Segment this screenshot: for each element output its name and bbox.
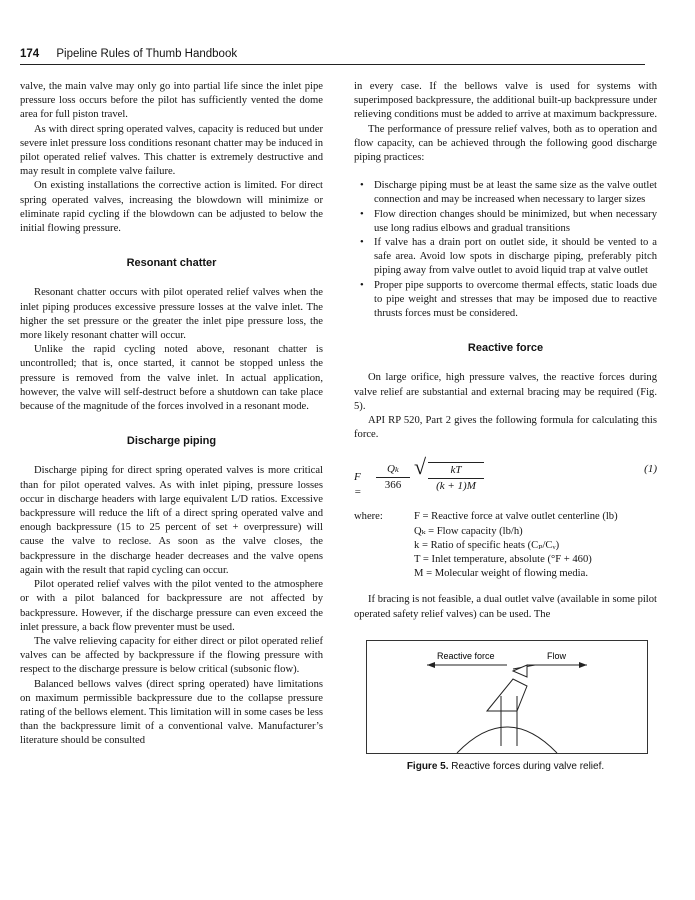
paragraph: If bracing is not feasible, a dual outlet valve (available in some pilot operated safety relief valves) can be used. The: [354, 594, 657, 620]
paragraph: Pilot operated relief valves with the pilot vented to the atmosphere or with a pilot balanced for backpressure are not affected by backpressure. However, if the discharge pressure can even exceed the inlet pressure, a back flow preventer must be used.: [20, 579, 323, 633]
valve-diagram: [367, 641, 647, 753]
paragraph: Balanced bellows valves (direct spring operated) have limitations on maximum permissible backpressure due to the collapse pressure rating of the bellows element. This limitation will in some cases be less than the backpressure limit of a conventional valve. Manufacturer’s literature should be consulted: [20, 678, 323, 747]
label-flow: Flow: [547, 650, 567, 661]
list-item: • Discharge piping must be at least the same size as the valve outlet connection and may be increased when necessary to larger sizes: [354, 179, 657, 207]
left-column: [20, 80, 323, 749]
definition: k = Ratio of specific heats (Cₚ/Cᵥ): [414, 539, 560, 551]
arrow-head-flow: [579, 662, 587, 668]
paragraph: The performance of pressure relief valves, both as to operation and flow capacity, can be achieved through the following good discharge piping practices:: [354, 123, 657, 164]
paragraph: Unlike the rapid cycling noted above, resonant chatter is uncontrolled; that is, once started, it cannot be stopped unless the pressure is removed from the valve inlet. In actual application, however, the valve will self-destruct before a shutdown can take place because of the magnitude of the forces involved in a resonant mode.: [20, 344, 323, 413]
caption-text: Reactive forces during valve relief.: [451, 760, 605, 772]
eq-fraction-2: [428, 462, 484, 492]
figure-5: [366, 640, 648, 754]
radical-icon: √: [414, 454, 427, 480]
equation-1: [354, 456, 657, 496]
section-heading: Reactive force: [467, 342, 544, 355]
section-heading: Resonant chatter: [126, 257, 217, 270]
right-column: [354, 80, 657, 774]
list-item: • Proper pipe supports to overcome thermal effects, static loads due to pipe weight and stresses that may be imposed due to reactive thrusts forces must be considered.: [354, 279, 657, 322]
page-number: 174: [20, 48, 40, 60]
page-header: [20, 48, 645, 65]
valve-body: [487, 679, 527, 711]
definition: F = Reactive force at valve outlet centerline (lb): [414, 511, 618, 523]
equation-number: (1): [644, 463, 657, 476]
definition: M = Molecular weight of flowing media.: [414, 568, 588, 580]
definition: Qₖ = Flow capacity (lb/h): [414, 525, 523, 537]
base-arc: [457, 727, 557, 753]
paragraph: Discharge piping for direct spring operated valves is more critical than for pilot operated valves. As with inlet piping, pressure losses occur in discharge headers with large equivalent L/D ratios. Excessive backpressure will reduce the lift of a direct spring operated valve and enough backpressure (15 to 25 percent of set + overpressure) will cause the valve to reclose. As soon as the valve closes, the backpressure in the discharge header decreases and the valve opens again with the result that rapid cycling can occur.: [20, 465, 323, 576]
list-item: • Flow direction changes should be minimized, but when necessary use long radius elbows and gradual transitions: [354, 208, 657, 236]
practice-list: [354, 179, 657, 321]
list-item: • If valve has a drain port on outlet side, it should be vented to a safe area. Avoid low spots in discharge piping, preferably pitch piping away from valve outlet to avoid liquid trap at valve outlet: [354, 236, 657, 279]
outlet-nozzle: [513, 665, 527, 677]
paragraph: API RP 520, Part 2 gives the following formula for calculating this force.: [354, 415, 657, 441]
paragraph: valve, the main valve may only go into partial life since the inlet pipe pressure loss occurs before the pilot has sufficiently vented the dome area for full piston travel.: [20, 81, 323, 121]
caption-number: Figure 5.: [406, 760, 449, 772]
eq-fraction-1: [376, 462, 410, 491]
paragraph: On existing installations the corrective action is limited. For direct spring operated valves, increasing the blowdown will minimize or eliminate rapid cycling if the blowdown can be adjusted to below the initial flowing pressure.: [20, 180, 323, 235]
eq-num2: kT: [428, 463, 484, 478]
paragraph: Resonant chatter occurs with pilot operated relief valves when the inlet piping produces excessive pressure losses at the valve inlet. The higher the set pressure or the greater the inlet pipe pressure loss, the more likely resonant chatter will occur.: [20, 287, 323, 342]
where-label: where:: [354, 511, 383, 523]
variable-definitions: [354, 510, 657, 581]
section-heading: Discharge piping: [126, 435, 217, 448]
figure-caption: [354, 760, 657, 774]
paragraph: The valve relieving capacity for either direct or pilot operated relief valves can be affected by backpressure if the flowing pressure with respect to the discharge pressure is below critical (subsonic flow).: [20, 635, 323, 676]
paragraph: As with direct spring operated valves, capacity is reduced but under severe inlet pressure loss conditions resonant chatter may be induced in pilot operated relief valves. This chatter is extremely destructive and may result in complete valve failure.: [20, 123, 324, 178]
eq-num1: Qₖ: [376, 462, 410, 477]
eq-lhs: F =: [354, 471, 362, 498]
eq-den2: (k + 1)M: [436, 479, 476, 492]
arrow-head-force: [427, 662, 435, 668]
definition: T = Inlet temperature, absolute (°F + 460): [414, 554, 592, 566]
book-title: Pipeline Rules of Thumb Handbook: [56, 48, 238, 60]
paragraph: On large orifice, high pressure valves, the reactive forces during valve relief are substantial and external bracing may be required (Fig. 5).: [354, 372, 657, 412]
label-reactive-force: Reactive force: [437, 650, 495, 661]
eq-den1: 366: [384, 478, 402, 491]
paragraph: in every case. If the bellows valve is used for systems with superimposed backpressure, the additional built-up backpressure under relieving conditions must be added to arrive at maximum backpressure.: [354, 81, 658, 121]
